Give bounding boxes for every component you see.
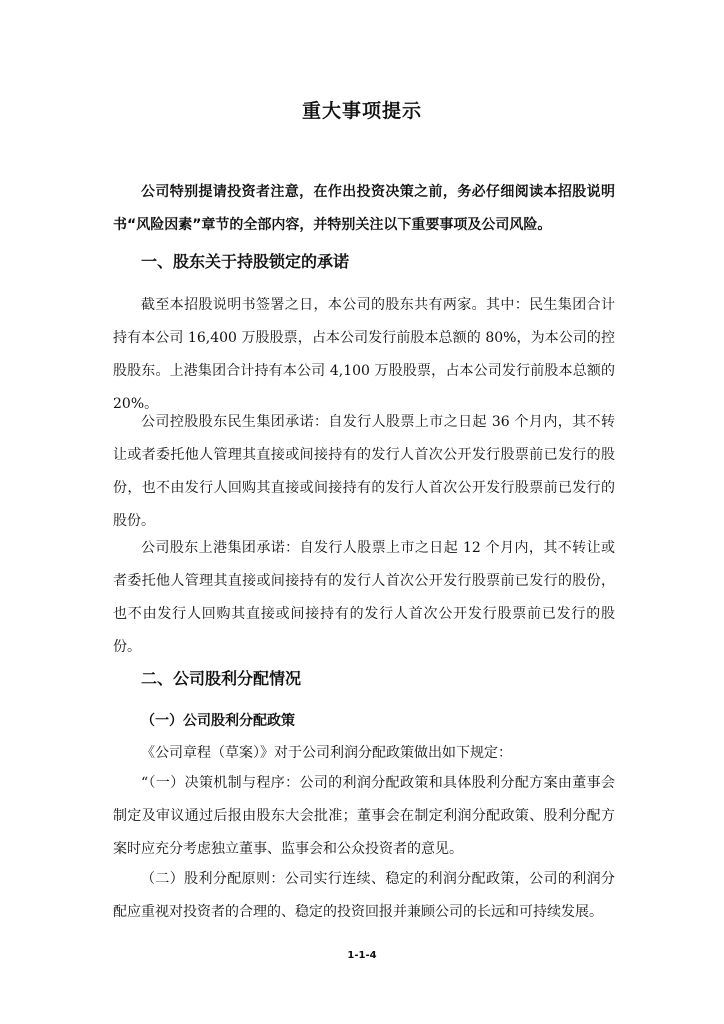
page-number: 1-1-4 xyxy=(347,950,377,961)
section-2-subheading: （一）公司股利分配政策 xyxy=(141,713,295,729)
section-1-heading: 一、股东关于持股锁定的承诺 xyxy=(141,252,350,271)
intro-paragraph: 公司特别提请投资者注意，在作出投资决策之前，务必仔细阅读本招股说明书“风险因素”章节的全部内容，并特别关注以下重要事项及公司风险。 xyxy=(113,184,615,233)
page-title: 重大事项提示 xyxy=(301,100,422,122)
section-1-paragraph-2: 公司控股股东民生集团承诺：自发行人股票上市之日起 36 个月内，其不转让或者委托他人管理其直接或间接持有的发行人首次公开发行股票前已发行的股份，也不由发行人回购其直接或间接持有的发行人首次公开发行股票前已发行的股份。 xyxy=(113,414,615,529)
section-1-paragraph-3: 公司股东上港集团承诺：自发行人股票上市之日起 12 个月内，其不转让或者委托他人管理其直接或间接持有的发行人首次公开发行股票前已发行的股份，也不由发行人回购其直接或间接持有的发行人首次公开发行股票前已发行的股份。 xyxy=(113,540,615,655)
section-1-paragraph-1: 截至本招股说明书签署之日，本公司的股东共有两家。其中：民生集团合计持有本公司 16,400 万股股票，占本公司发行前股本总额的 80%，为本公司的控股股东。上港集团合计持有本公司 4,100 万股股票，占本公司发行前股本总额的 20%。 xyxy=(113,297,615,412)
section-2-paragraph-1: 《公司章程（草案）》对于公司利润分配政策做出如下规定： xyxy=(141,745,512,761)
section-2-paragraph-3: （二）股利分配原则：公司实行连续、稳定的利润分配政策，公司的利润分配应重视对投资者的合理的、稳定的投资回报并兼顾公司的长远和可持续发展。 xyxy=(113,871,615,920)
section-2-heading: 二、公司股利分配情况 xyxy=(141,669,302,688)
section-2-paragraph-2: “（一）决策机制与程序：公司的利润分配政策和具体股利分配方案由董事会制定及审议通过后报由股东大会批准；董事会在制定利润分配政策、股利分配方案时应充分考虑独立董事、监事会和公众投资者的意见。 xyxy=(113,775,615,857)
